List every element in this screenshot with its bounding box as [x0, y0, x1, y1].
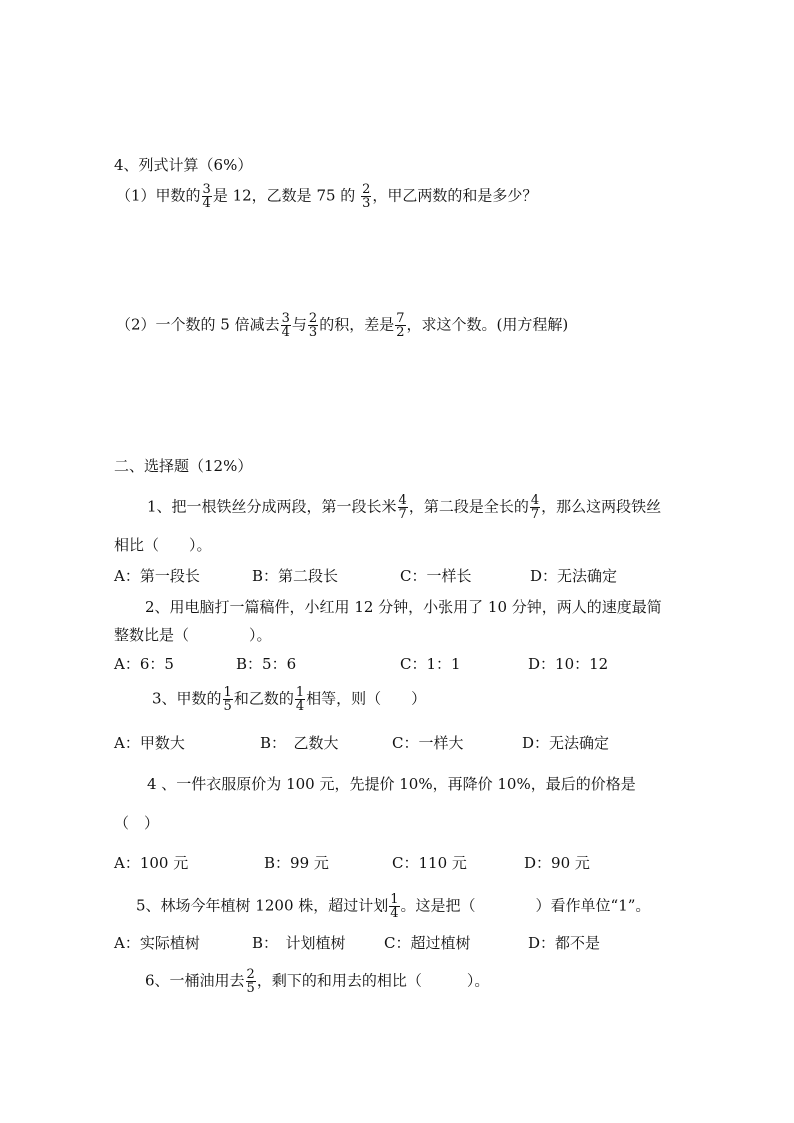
- choice-question-1-line2: 相比（ ）。: [114, 536, 212, 554]
- option-d: D：90 元: [524, 854, 590, 872]
- option-c: C：超过植树: [384, 934, 471, 952]
- choice-question-1: 1、把一根铁丝分成两段，第一段长米 $\frac{4}{7}$ ，第二段是全长的 $\frac{4}{7}$ ，那么这两段铁丝: [147, 493, 662, 522]
- option-c: C：1：1: [400, 655, 461, 673]
- choice-question-4-line2: （ ）: [114, 814, 160, 832]
- fraction: $\frac{2}{3}$: [362, 182, 371, 211]
- fraction: $\frac{1}{4}$: [295, 685, 305, 714]
- option-c: C：一样大: [392, 734, 464, 752]
- choice-question-5: 5、林场今年植树 1200 株，超过计划 $\frac{1}{4}$ 。这是把（ ）看作单位“1”。: [136, 892, 651, 921]
- fraction: $\frac{1}{4}$: [390, 892, 399, 921]
- fraction: $\frac{7}{2}$: [396, 311, 405, 340]
- choice-question-2: 2、用电脑打一篇稿件，小红用 12 分钟，小张用了 10 分钟，两人的速度最简: [145, 598, 662, 616]
- section-4-heading: 4、列式计算（6%）: [114, 156, 253, 174]
- fraction: $\frac{3}{4}$: [281, 311, 290, 340]
- fraction: $\frac{4}{7}$: [530, 493, 540, 522]
- option-d: D：无法确定: [522, 734, 610, 752]
- choice-question-3: 3、甲数的 $\frac{1}{5}$ 和乙数的 $\frac{1}{4}$ 相等，则（ ）: [152, 685, 427, 714]
- option-b: B： 乙数大: [260, 734, 339, 752]
- choice-question-2-line2: 整数比是（ ）。: [114, 626, 272, 644]
- option-d: D：10：12: [528, 655, 609, 673]
- question-4-1: （1）甲数的 $\frac{3}{4}$ 是 12，乙数是 75 的 $\frac{2}{3}$ ，甲乙两数的和是多少？: [116, 182, 538, 211]
- choice-options-5: [0, 933, 794, 953]
- option-a: A：100 元: [114, 854, 189, 872]
- choice-question-4: 4 、一件衣服原价为 100 元，先提价 10%，再降价 10%，最后的价格是: [147, 775, 636, 793]
- option-b: B：5：6: [236, 655, 297, 673]
- option-a: A：甲数大: [114, 734, 185, 752]
- section-2-heading: 二、选择题（12%）: [114, 457, 253, 475]
- option-b: B：99 元: [264, 854, 329, 872]
- option-b: B： 计划植树: [252, 934, 346, 952]
- fraction: $\frac{3}{4}$: [202, 182, 211, 211]
- option-a: A：第一段长: [114, 567, 200, 585]
- fraction: $\frac{4}{7}$: [398, 493, 407, 522]
- option-d: D：都不是: [528, 934, 601, 952]
- option-b: B：第二段长: [252, 567, 339, 585]
- choice-options-3: [0, 733, 794, 753]
- choice-options-4: [0, 853, 794, 873]
- choice-options-1: [0, 566, 794, 586]
- option-c: C：110 元: [392, 854, 467, 872]
- fraction: $\frac{2}{3}$: [308, 311, 318, 340]
- option-d: D：无法确定: [530, 567, 618, 585]
- choice-options-2: [0, 654, 794, 674]
- option-a: A：6：5: [114, 655, 174, 673]
- option-c: C：一样长: [400, 567, 472, 585]
- choice-question-6: 6、一桶油用去 $\frac{2}{5}$ ，剩下的和用去的相比（ ）。: [145, 967, 490, 996]
- question-4-2: （2）一个数的 5 倍减去 $\frac{3}{4}$ 与 $\frac{2}{3}$ 的积，差是 $\frac{7}{2}$ ，求这个数。(用方程解): [116, 311, 569, 340]
- option-a: A：实际植树: [114, 934, 200, 952]
- fraction: $\frac{2}{5}$: [246, 967, 255, 996]
- fraction: $\frac{1}{5}$: [223, 685, 232, 714]
